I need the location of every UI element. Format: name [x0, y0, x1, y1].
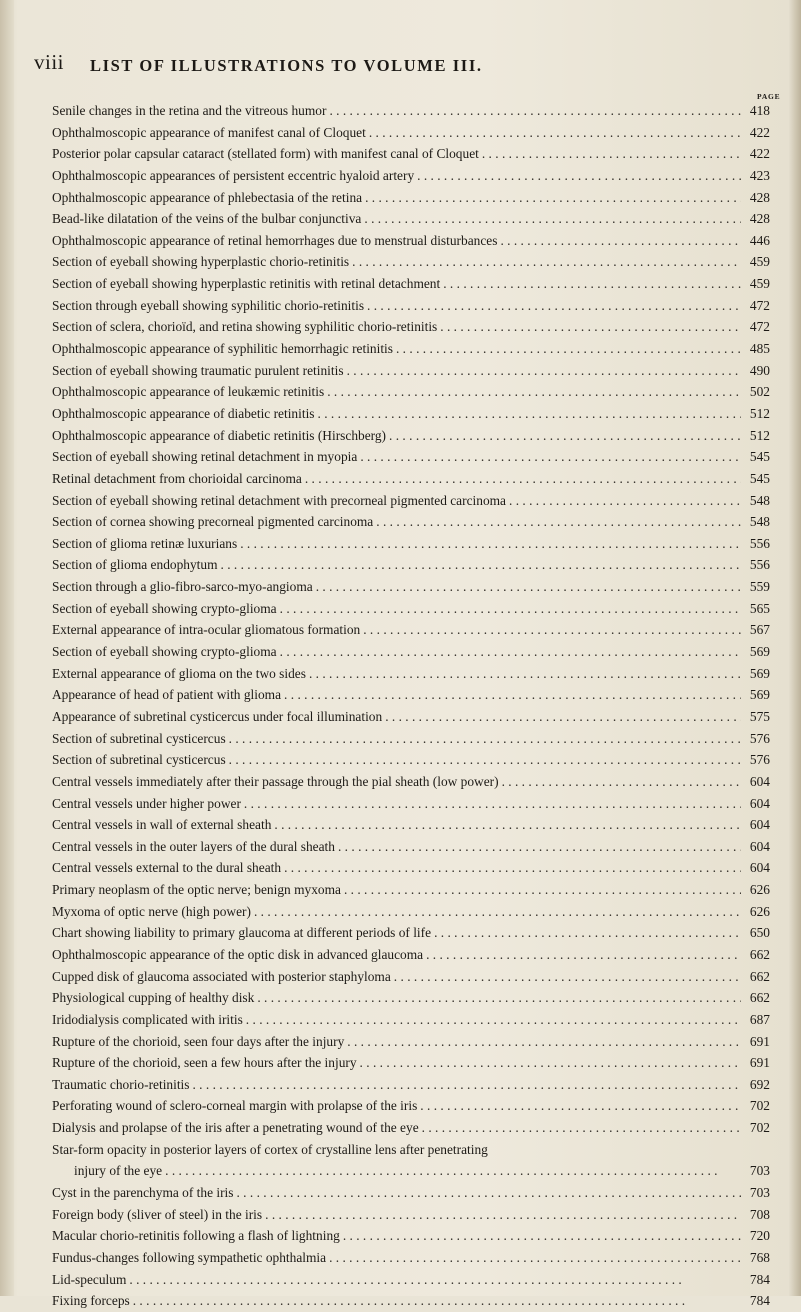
dot-leader: [344, 879, 741, 901]
dot-leader: [365, 187, 741, 209]
entry-title: Ophthalmoscopic appearance of leukæmic retinitis: [52, 384, 325, 400]
list-item: [52, 230, 770, 252]
entry-page-number: 490: [749, 362, 770, 378]
entry-page-number: 662: [749, 968, 770, 984]
list-item: [52, 533, 770, 555]
dot-leader: [284, 684, 741, 706]
list-item: [52, 1031, 770, 1053]
dot-leader: [221, 554, 742, 576]
list-item: [52, 879, 770, 901]
list-item: [52, 598, 770, 620]
entry-page-number: 687: [749, 1011, 770, 1027]
entry-page-number: 446: [749, 232, 770, 248]
entry-title: Ophthalmoscopic appearance of the optic disk in advanced glaucoma: [52, 946, 424, 962]
entry-title: Section of eyeball showing retinal detachment in myopia: [52, 449, 358, 465]
dot-leader: [500, 230, 741, 252]
entry-page-number: 512: [749, 427, 770, 443]
dot-leader: [367, 295, 741, 317]
entry-page-number: 423: [749, 167, 770, 183]
entry-title: Retinal detachment from chorioidal carcinoma: [52, 470, 302, 486]
entry-title: Rupture of the chorioid, seen a few hours after the injury: [52, 1055, 357, 1071]
list-item: [52, 187, 770, 209]
entry-title: Macular chorio-retinitis following a flash of lightning: [52, 1228, 340, 1244]
entry-title: Ophthalmoscopic appearance of manifest canal of Cloquet: [52, 124, 366, 140]
entry-page-number: 650: [749, 925, 770, 941]
dot-leader: [509, 490, 741, 512]
entry-page-number: 559: [749, 579, 770, 595]
entry-page-number: 626: [749, 882, 770, 898]
list-item: [52, 1117, 770, 1139]
list-item: [52, 901, 770, 923]
list-item: [52, 749, 770, 771]
entry-title: Senile changes in the retina and the vitreous humor: [52, 103, 327, 118]
list-item: [52, 511, 770, 533]
entry-title: Section of eyeball showing retinal detachment with precorneal pigmented carcinoma: [52, 492, 507, 508]
entry-title: Lid-speculum: [52, 1271, 127, 1287]
entry-page-number: 604: [749, 860, 770, 876]
entry-page-number: 703: [749, 1163, 770, 1179]
entry-page-number: 512: [749, 405, 770, 421]
list-item: [52, 1139, 770, 1161]
dot-leader: [440, 316, 741, 338]
entry-page-number: 604: [749, 795, 770, 811]
dot-leader: [129, 1269, 741, 1291]
entry-page-number: 569: [749, 687, 770, 703]
list-item: [52, 468, 770, 490]
entry-title: Posterior polar capsular cataract (stellated form) with manifest canal of Cloquet: [52, 146, 479, 162]
dot-leader: [396, 338, 741, 360]
list-item-continuation: [52, 1160, 770, 1182]
entry-page-number: 556: [749, 557, 770, 573]
entry-title: Section of glioma retinæ luxurians: [52, 535, 238, 551]
entry-title: Central vessels immediately after their passage through the pial sheath (low power): [52, 773, 499, 789]
list-item: [52, 728, 770, 750]
entry-page-number: 428: [749, 189, 770, 205]
entry-title: Central vessels in wall of external sheath: [52, 817, 272, 833]
entry-title: Ophthalmoscopic appearance of syphilitic hemorrhagic retinitis: [52, 341, 393, 357]
entry-page-number: 784: [749, 1271, 770, 1287]
list-item: [52, 1247, 770, 1269]
page-column-label: PAGE: [757, 92, 781, 101]
entry-title: Foreign body (sliver of steel) in the iris: [52, 1206, 263, 1222]
dot-leader: [192, 1074, 741, 1096]
list-item: [52, 316, 770, 338]
list-item: [52, 793, 770, 815]
dot-leader: [133, 1290, 741, 1312]
list-item: [52, 1269, 770, 1291]
list-item: [52, 1095, 770, 1117]
dot-leader: [229, 749, 741, 771]
entry-title: Primary neoplasm of the optic nerve; benign myxoma: [52, 882, 341, 898]
entry-title: Bead-like dilatation of the veins of the bulbar conjunctiva: [52, 211, 362, 227]
list-item: [52, 966, 770, 988]
entry-title: Section of glioma endophytum: [52, 557, 218, 573]
entry-title: Section of subretinal cysticercus: [52, 752, 226, 768]
entry-title: Myxoma of optic nerve (high power): [52, 903, 251, 919]
dot-leader: [360, 1052, 741, 1074]
dot-leader: [360, 446, 741, 468]
dot-leader: [343, 1225, 741, 1247]
entry-page-number: 567: [749, 622, 770, 638]
entry-title: Appearance of head of patient with glioma: [52, 687, 282, 703]
entry-title: Section of eyeball showing traumatic purulent retinitis: [52, 362, 344, 378]
list-item: [52, 663, 770, 685]
entry-title: Traumatic chorio-retinitis: [52, 1076, 190, 1092]
dot-leader: [389, 425, 741, 447]
dot-leader: [280, 598, 741, 620]
entry-title: Ophthalmoscopic appearance of diabetic retinitis: [52, 405, 315, 421]
entry-page-number: 418: [749, 103, 770, 118]
entry-title: Iridodialysis complicated with iritis: [52, 1011, 243, 1027]
dot-leader: [417, 165, 741, 187]
entry-page-number: 569: [749, 665, 770, 681]
entry-page-number: 576: [749, 730, 770, 746]
list-item: [52, 425, 770, 447]
list-item: [52, 987, 770, 1009]
page-number: viii: [34, 50, 65, 74]
entry-page-number: 703: [749, 1185, 770, 1201]
list-item: [52, 360, 770, 382]
entry-title: Section of eyeball showing crypto-glioma: [52, 644, 277, 660]
entry-title: Rupture of the chorioid, seen four days after the injury: [52, 1033, 345, 1049]
list-item: [52, 684, 770, 706]
dot-leader: [394, 966, 741, 988]
dot-leader: [316, 576, 741, 598]
list-item: [52, 814, 770, 836]
dot-leader: [329, 1247, 741, 1269]
list-item: [52, 1182, 770, 1204]
dot-leader: [369, 122, 741, 144]
dot-leader: [385, 706, 741, 728]
list-item: [52, 944, 770, 966]
list-item: [52, 1204, 770, 1226]
list-item: [52, 122, 770, 144]
dot-leader: [434, 922, 741, 944]
entry-page-number: 708: [749, 1206, 770, 1222]
list-item: [52, 1074, 770, 1096]
list-item: [52, 922, 770, 944]
dot-leader: [165, 1160, 741, 1182]
entry-page-number: 691: [749, 1055, 770, 1071]
dot-leader: [426, 944, 741, 966]
list-item: [52, 836, 770, 858]
entry-title: Section through eyeball showing syphilitic chorio-retinitis: [52, 297, 365, 313]
list-item: [52, 273, 770, 295]
entry-title: External appearance of intra-ocular gliomatous formation: [52, 622, 361, 638]
running-head: LIST OF ILLUSTRATIONS TO VOLUME III.: [90, 56, 483, 75]
list-item: [52, 143, 770, 165]
entry-title: Section of cornea showing precorneal pigmented carcinoma: [52, 514, 374, 530]
dot-leader: [244, 793, 741, 815]
list-item: [52, 381, 770, 403]
entry-title: Chart showing liability to primary glaucoma at different periods of life: [52, 925, 432, 941]
list-item: [52, 251, 770, 273]
list-item: [52, 771, 770, 793]
entry-title: Physiological cupping of healthy disk: [52, 990, 255, 1006]
dot-leader: [376, 511, 741, 533]
list-item: [52, 619, 770, 641]
entry-title: Section of eyeball showing hyperplastic chorio-retinitis: [52, 254, 350, 270]
dot-leader: [364, 208, 741, 230]
dot-leader: [254, 901, 741, 923]
entry-title: Section through a glio-fibro-sarco-myo-angioma: [52, 579, 313, 595]
dot-leader: [305, 468, 741, 490]
entry-page-number: 422: [749, 124, 770, 140]
dot-leader: [502, 771, 741, 793]
entry-title: Perforating wound of sclero-corneal margin with prolapse of the iris: [52, 1098, 418, 1114]
dot-leader: [422, 1117, 741, 1139]
dot-leader: [284, 857, 741, 879]
dot-leader: [347, 360, 741, 382]
entry-page-number: 702: [749, 1120, 770, 1136]
entry-page-number: 576: [749, 752, 770, 768]
entry-page-number: 662: [749, 990, 770, 1006]
entry-title: Section of eyeball showing hyperplastic retinitis with retinal detachment: [52, 276, 441, 292]
entry-title: Ophthalmoscopic appearance of diabetic retinitis (Hirschberg): [52, 427, 387, 443]
list-item: [52, 100, 770, 122]
entry-page-number: 428: [749, 211, 770, 227]
entry-page-number: 604: [749, 773, 770, 789]
dot-leader: [327, 381, 741, 403]
entry-page-number: 545: [749, 449, 770, 465]
entry-title: External appearance of glioma on the two sides: [52, 665, 306, 681]
dot-leader: [246, 1009, 741, 1031]
entry-title: Ophthalmoscopic appearance of phlebectasia of the retina: [52, 189, 363, 205]
dot-leader: [352, 251, 741, 273]
list-item: [52, 1290, 770, 1312]
list-item: [52, 338, 770, 360]
entry-title-continuation: injury of the eye: [74, 1163, 163, 1179]
illustration-list: [52, 100, 770, 1312]
dot-leader: [265, 1204, 741, 1226]
entry-title: Central vessels external to the dural sheath: [52, 860, 282, 876]
entry-page-number: 784: [749, 1293, 770, 1309]
list-item: [52, 1009, 770, 1031]
entry-page-number: 485: [749, 341, 770, 357]
entry-page-number: 472: [749, 319, 770, 335]
entry-title: Fundus-changes following sympathetic ophthalmia: [52, 1249, 327, 1265]
dot-leader: [236, 1182, 741, 1204]
entry-page-number: 565: [749, 600, 770, 616]
list-item: [52, 554, 770, 576]
list-item: [52, 490, 770, 512]
list-item: [52, 403, 770, 425]
entry-page-number: 548: [749, 492, 770, 508]
entry-title: Ophthalmoscopic appearance of retinal hemorrhages due to menstrual disturbances: [52, 232, 498, 248]
entry-page-number: 691: [749, 1033, 770, 1049]
dot-leader: [363, 619, 741, 641]
entry-page-number: 626: [749, 903, 770, 919]
entry-title: Section of subretinal cysticercus: [52, 730, 226, 746]
page-gutter-shadow: [0, 0, 14, 1296]
dot-leader: [329, 100, 741, 122]
entry-page-number: 662: [749, 946, 770, 962]
entry-title: Cupped disk of glaucoma associated with posterior staphyloma: [52, 968, 391, 984]
entry-title: Cyst in the parenchyma of the iris: [52, 1185, 234, 1201]
entry-page-number: 692: [749, 1076, 770, 1092]
dot-leader: [309, 663, 741, 685]
dot-leader: [443, 273, 741, 295]
list-item: [52, 1052, 770, 1074]
list-item: [52, 208, 770, 230]
entry-title: Dialysis and prolapse of the iris after a penetrating wound of the eye: [52, 1120, 419, 1136]
entry-title: Section of eyeball showing crypto-glioma: [52, 600, 277, 616]
entry-title: Section of sclera, chorioïd, and retina showing syphilitic chorio-retinitis: [52, 319, 438, 335]
list-item: [52, 641, 770, 663]
list-item: [52, 1225, 770, 1247]
entry-page-number: 720: [749, 1228, 770, 1244]
entry-page-number: 604: [749, 817, 770, 833]
entry-title: Fixing forceps: [52, 1293, 130, 1309]
entry-page-number: 545: [749, 470, 770, 486]
dot-leader: [240, 533, 741, 555]
dot-leader: [274, 814, 741, 836]
page-edge-shadow: [789, 0, 801, 1296]
entry-page-number: 459: [749, 254, 770, 270]
entry-page-number: 604: [749, 838, 770, 854]
list-item: [52, 295, 770, 317]
list-item: [52, 446, 770, 468]
list-item: [52, 857, 770, 879]
dot-leader: [347, 1031, 741, 1053]
list-item: [52, 165, 770, 187]
entry-page-number: 556: [749, 535, 770, 551]
dot-leader: [420, 1095, 741, 1117]
dot-leader: [482, 143, 741, 165]
dot-leader: [229, 728, 741, 750]
list-item: [52, 706, 770, 728]
entry-page-number: 422: [749, 146, 770, 162]
entry-page-number: 472: [749, 297, 770, 313]
dot-leader: [257, 987, 741, 1009]
entry-title: Central vessels under higher power: [52, 795, 241, 811]
entry-title: Star-form opacity in posterior layers of cortex of crystalline lens after penetrating: [52, 1141, 488, 1157]
entry-page-number: 575: [749, 708, 770, 724]
entry-page-number: 768: [749, 1249, 770, 1265]
entry-title: Appearance of subretinal cysticercus under focal illumination: [52, 708, 383, 724]
entry-page-number: 502: [749, 384, 770, 400]
list-item: [52, 576, 770, 598]
entry-title: Central vessels in the outer layers of the dural sheath: [52, 838, 335, 854]
entry-page-number: 569: [749, 644, 770, 660]
dot-leader: [318, 403, 741, 425]
entry-title: Ophthalmoscopic appearances of persistent eccentric hyaloid artery: [52, 167, 415, 183]
entry-page-number: 548: [749, 514, 770, 530]
entry-page-number: 702: [749, 1098, 770, 1114]
dot-leader: [280, 641, 741, 663]
dot-leader: [338, 836, 741, 858]
entry-page-number: 459: [749, 276, 770, 292]
